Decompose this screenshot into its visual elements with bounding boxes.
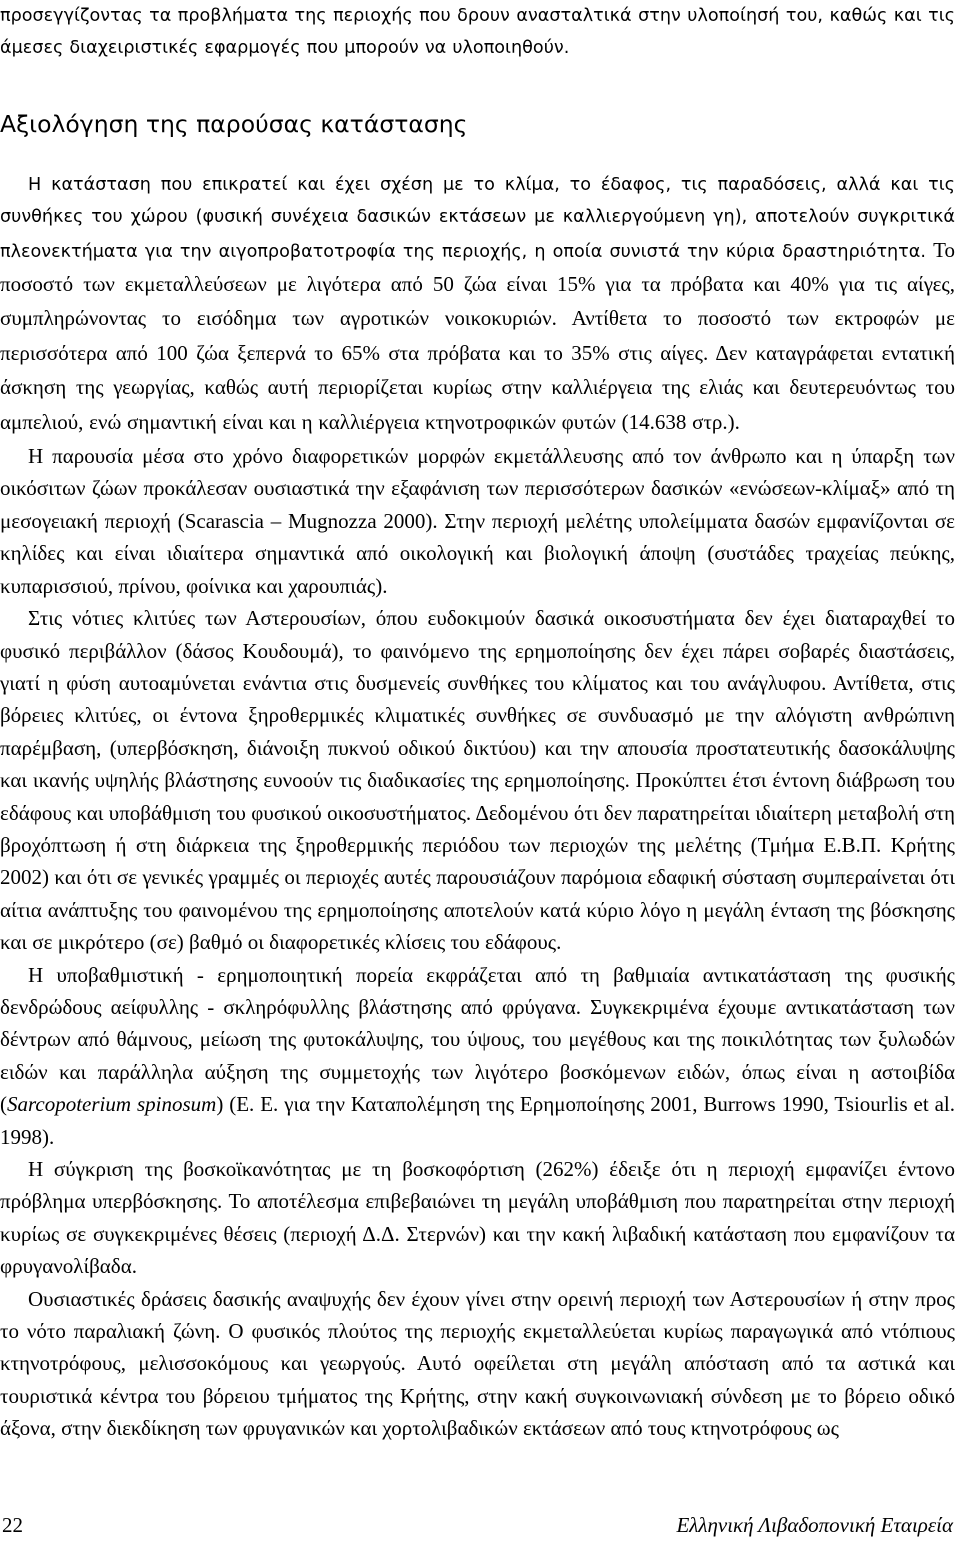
- section-heading: Αξιολόγηση της παρούσας κατάστασης: [0, 109, 468, 138]
- paragraph-slopes: Στις νότιες κλιτύες των Αστερουσίων, όπου ευδοκιμούν δασικά οικοσυστήματα δεν έχει διαταραχθεί το φυσικό περιβάλλον (δάσος Κουδουμά), το φαινόμενο της ερημοποίησης δεν έχει πάρει σοβαρές διαστάσεις, γιατί η φύση αυτοαμύνεται ενάντια στις δυσμενείς συνθήκες του κλίματος και του ανάγλυφου. Αντίθετα, στις βόρειες κλιτύες, οι έντονα ξηροθερμικές κλιματικές συνθήκες σε συνδυασμό με την αλόγιστη ανθρώπινη παρέμβαση, (υπερβόσκηση, διάνοιξη πυκνού οδικού δικτύου) και την απουσία προστατευτικής δασοκάλυψης και ικανής υψηλής βλάστησης ευνοούν τις διαδικασίες της ερημοποίησης. Προκύπτει έτσι έντονη διάβρωση του εδάφους και υποβάθμιση του φυσικού οικοσυστήματος. Δεδομένου ότι δεν παρατηρείται ιδιαίτερη μεταβολή στη βροχόπτωση ή στη διάρκεια της ξηροθερμικής περιόδου των περιοχών της μελέτης (Τμήμα Ε.Β.Π. Κρήτης 2002) και ότι σε γενικές γραμμές οι περιοχές αυτές παρουσιάζουν παρόμοια εδαφική σύσταση συμπεραίνεται ότι αίτια ανάπτυξης του φαινομένου της ερημοποίησης αποτελούν κατά κύριο λόγο η μεγάλη ένταση της βόσκησης και σε μικρότερο (σε) βαθμό οι διαφορετικές κλίσεις του εδάφους.: [0, 606, 955, 955]
- paragraph-recreation: Ουσιαστικές δράσεις δασικής αναψυχής δεν έχουν γίνει στην ορεινή περιοχή των Αστερουσίων ή στην προς το νότο παραλιακή ζώνη. Ο φυσικός πλούτος της περιοχής εκμεταλλεύεται κυρίως παραγωγικά από ντόπιους κτηνοτρόφους, μελισσοκόμους και γεωργούς. Αυτό οφείλεται στη μεγάλη απόσταση από τα αστικά και τουριστικά κέντρα του βόρειου τμήματος της Κρήτης, στην κακή συγκοινωνιακή σύνδεση με το βόρειο οδικό άξονα, στην διεκδίκηση των φρυγανικών και χορτολιβαδικών εκτάσεων από τους κτηνοτρόφους ως: [0, 1286, 955, 1441]
- species-name: Sarcopoterium spinosum: [7, 1092, 217, 1117]
- intro-paragraph: προσεγγίζοντας τα προβλήματα της περιοχής που δρουν ανασταλτικά στην υλοποίησή του, καθώς και τις άμεσες διαχειριστικές εφαρμογές που μπορούν να υλοποιηθούν.: [0, 6, 955, 59]
- paragraph-human-presence: Η παρουσία μέσα στο χρόνο διαφορετικών μορφών εκμετάλλευσης από τον άνθρωπο και η ύπαρξη των οικόσιτων ζώων προκάλεσαν ουσιαστικά την εξαφάνιση των περισσότερων δασικών «ενώσεων-κλίμαξ» από τη μεσογειακή περιοχή (Scarascia – Mugnozza 2000). Στην περιοχή μελέτης υπολείμματα δασών εμφανίζονται σε κηλίδες και είναι ιδιαίτερα σημαντικά από οικολογική και βιολογική άποψη (συστάδες τραχείας πεύκης, κυπαρισσιού, πρίνου, φοίνικα και χαρουπιάς).: [0, 444, 955, 598]
- paragraph-degradation-citation: ) (Ε. Ε. για την Καταπολέμηση της Ερημοποίησης 2001, Burrows 1990, Tsiourlis et al. 1998).: [0, 1092, 955, 1149]
- paragraph-conditions: [0, 169, 955, 440]
- publication-name: Ελληνική Λιβαδοπονική Εταιρεία: [676, 1513, 953, 1537]
- paragraph-conditions-sans: Η κατάσταση που επικρατεί και έχει σχέση με το κλίμα, το έδαφος, τις παραδόσεις, αλλά και τις συνθήκες του χώρου (φυσική συνέχεια δασικών εκτάσεων με καλλιεργούμενη γη), αποτελούν συγκριτικά πλεονεκτήματα για την αιγοπροβατοτροφία της περιοχής, η οποία συνιστά την κύρια δραστηριότητα.: [0, 174, 955, 262]
- page-number: 22: [2, 1513, 23, 1537]
- paragraph-degradation: [0, 959, 955, 1153]
- paragraph-conditions-serif: Το ποσοστό των εκμεταλλεύσεων με λιγότερα από 50 ζώα είναι 15% για τα πρόβατα και 40% για τις αίγες, συμπληρώνοντας το εισόδημα των αγροτικών νοικοκυριών. Αντίθετα το ποσοστό των εκτροφών με περισσότερα από 100 ζώα ξεπερνά το 65% στα πρόβατα και το 35% στις αίγες. Δεν καταγράφεται εντατική άσκηση της γεωργίας, καθώς αυτή περιορίζεται κυρίως στην καλλιέργεια της ελιάς και δευτερευόντως του αμπελιού, ενώ σημαντική είναι και η καλλιέργεια κτηνοτροφικών φυτών (14.638 στρ.).: [0, 237, 955, 434]
- paragraph-degradation-text: Η υποβαθμιστική - ερημοποιητική πορεία εκφράζεται από τη βαθμιαία αντικατάσταση της φυσικής δενδρώδους αείφυλλης - σκληρόφυλλης βλάστησης από φρύγανα. Συγκεκριμένα έχουμε αντικατάσταση των δέντρων από θάμνους, μείωση της φυτοκάλυψης, του ύψους, του μεγέθους και της ποικιλότητας των ξυλωδών ειδών και παράλληλα αύξηση της συμμετοχής των λιγότερο βοσκόμενων ειδών, όπως είναι η αστοιβίδα (: [0, 962, 955, 1117]
- page-footer: [0, 1507, 955, 1543]
- paragraph-grazing: Η σύγκριση της βοσκοϊκανότητας με τη βοσκοφόρτιση (262%) έδειξε ότι η περιοχή εμφανίζει έντονο πρόβλημα υπερβόσκησης. Το αποτέλεσμα επιβεβαιώνει τη μεγάλη υποβάθμιση που παρατηρείται στην περιοχή κυρίως σε συγκεκριμένες θέσεις (περιοχή Δ.Δ. Στερνών) και την κακή λιβαδική κατάσταση που εμφανίζουν τα φρυγανολίβαδα.: [0, 1157, 955, 1279]
